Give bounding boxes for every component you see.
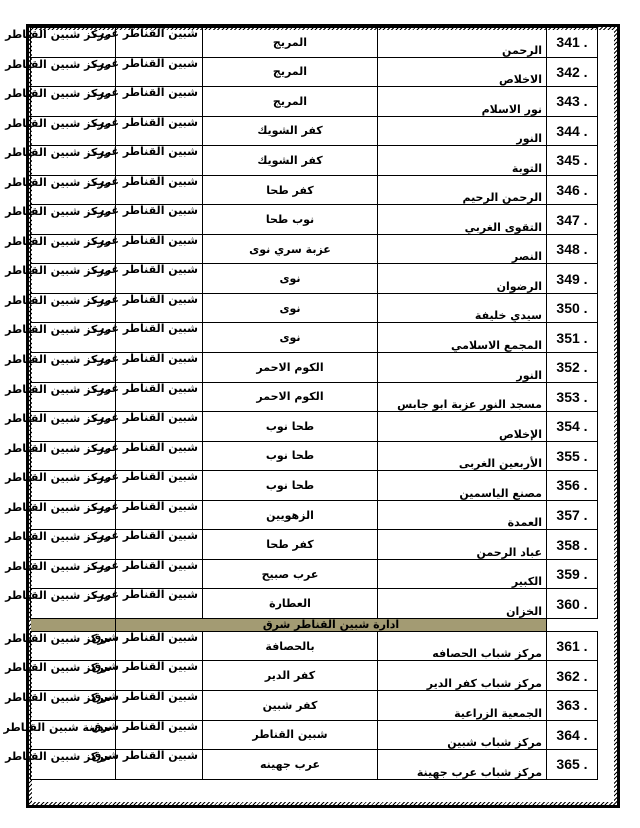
- village-name: بالحصافة: [203, 631, 378, 661]
- table-row: [31, 412, 598, 442]
- section-header-row: [31, 618, 598, 631]
- mosque-name: المجمع الاسلامي: [378, 323, 547, 353]
- table-row: [31, 323, 598, 353]
- admin-unit: شبين القناطر غرب: [116, 382, 203, 412]
- table-row: [31, 293, 598, 323]
- district-center: مركز شبين القناطر: [31, 471, 116, 501]
- mosque-name: مركز شباب كفر الدير: [378, 661, 547, 691]
- row-number: 350 .: [547, 293, 598, 323]
- table-row: [31, 353, 598, 383]
- admin-unit: شبين القناطر غرب: [116, 353, 203, 383]
- mosque-name: النور: [378, 353, 547, 383]
- district-center: مركز شبين القناطر: [31, 589, 116, 619]
- row-number: 364 .: [547, 720, 598, 750]
- village-name: كفر طحا: [203, 175, 378, 205]
- table-row: [31, 500, 598, 530]
- table-row: [31, 28, 598, 58]
- village-name: الكوم الاحمر: [203, 382, 378, 412]
- village-name: كفر شبين: [203, 691, 378, 721]
- district-center: مركز شبين القناطر: [31, 175, 116, 205]
- district-center: مركز شبين القناطر: [31, 205, 116, 235]
- mosque-name: الرحمن: [378, 28, 547, 58]
- table-row: [31, 530, 598, 560]
- section-spacer: [547, 618, 598, 631]
- mosque-name: النور: [378, 116, 547, 146]
- table-row: [31, 57, 598, 87]
- district-center: مركز شبين القناطر: [31, 500, 116, 530]
- mosque-name: الجمعية الزراعية: [378, 691, 547, 721]
- district-center: مركز شبين القناطر: [31, 116, 116, 146]
- admin-unit: شبين القناطر غرب: [116, 293, 203, 323]
- district-center: مركز شبين القناطر: [31, 559, 116, 589]
- district-center: مركز شبين القناطر: [31, 323, 116, 353]
- admin-unit: شبين القناطر غرب: [116, 589, 203, 619]
- district-center: مركز شبين القناطر: [31, 28, 116, 58]
- table-row: [31, 382, 598, 412]
- row-number: 349 .: [547, 264, 598, 294]
- mosque-name: مركز شباب شبين: [378, 720, 547, 750]
- admin-unit: شبين القناطر غرب: [116, 323, 203, 353]
- row-number: 355 .: [547, 441, 598, 471]
- admin-unit: شبين القناطر غرب: [116, 500, 203, 530]
- table-row: [31, 691, 598, 721]
- mosque-name: الخزان: [378, 589, 547, 619]
- table-row: [31, 661, 598, 691]
- admin-unit: شبين القناطر غرب: [116, 28, 203, 58]
- district-center: مركز شبين القناطر: [31, 661, 116, 691]
- village-name: نوب طحا: [203, 205, 378, 235]
- admin-unit: شبين القناطر شرق: [116, 691, 203, 721]
- table-row: [31, 631, 598, 661]
- section-title: ادارة شبين القناطر شرق: [116, 618, 547, 631]
- admin-unit: شبين القناطر غرب: [116, 412, 203, 442]
- admin-unit: شبين القناطر غرب: [116, 441, 203, 471]
- row-number: 360 .: [547, 589, 598, 619]
- row-number: 342 .: [547, 57, 598, 87]
- table-row: [31, 750, 598, 780]
- village-name: نوى: [203, 264, 378, 294]
- mosque-name: مصنع الياسمين: [378, 471, 547, 501]
- district-center: مركز شبين القناطر: [31, 530, 116, 560]
- row-number: 358 .: [547, 530, 598, 560]
- table-row: [31, 116, 598, 146]
- row-number: 356 .: [547, 471, 598, 501]
- admin-unit: شبين القناطر غرب: [116, 530, 203, 560]
- district-center: مركز شبين القناطر: [31, 691, 116, 721]
- village-name: نوى: [203, 293, 378, 323]
- village-name: عرب صبيح: [203, 559, 378, 589]
- district-center: مركز شبين القناطر: [31, 412, 116, 442]
- table-row: [31, 441, 598, 471]
- mosque-name: نور الاسلام: [378, 87, 547, 117]
- village-name: طحا نوب: [203, 412, 378, 442]
- table-row: [31, 264, 598, 294]
- district-center: مركز شبين القناطر: [31, 441, 116, 471]
- village-name: كفر الشويك: [203, 146, 378, 176]
- district-center: مركز شبين القناطر: [31, 353, 116, 383]
- village-name: المريج: [203, 28, 378, 58]
- village-name: شبين القناطر: [203, 720, 378, 750]
- table-row: [31, 175, 598, 205]
- table-row: [31, 471, 598, 501]
- mosque-name: التوبة: [378, 146, 547, 176]
- table-row: [31, 234, 598, 264]
- section-spacer: [31, 618, 116, 631]
- mosque-name: الكبير: [378, 559, 547, 589]
- district-center: مركز شبين القناطر: [31, 631, 116, 661]
- village-name: المريج: [203, 57, 378, 87]
- row-number: 354 .: [547, 412, 598, 442]
- mosque-name: العمدة: [378, 500, 547, 530]
- table-row: [31, 146, 598, 176]
- mosque-name: الاخلاص: [378, 57, 547, 87]
- admin-unit: شبين القناطر غرب: [116, 205, 203, 235]
- admin-unit: شبين القناطر غرب: [116, 57, 203, 87]
- village-name: الكوم الاحمر: [203, 353, 378, 383]
- row-number: 353 .: [547, 382, 598, 412]
- village-name: كفر الشويك: [203, 116, 378, 146]
- admin-unit: شبين القناطر شرق: [116, 720, 203, 750]
- mosque-name: التقوى الغربي: [378, 205, 547, 235]
- row-number: 344 .: [547, 116, 598, 146]
- mosque-name: الرضوان: [378, 264, 547, 294]
- mosque-name: مسجد النور عزبة ابو جابس: [378, 382, 547, 412]
- records-table: [3, 27, 598, 780]
- table-row: [31, 589, 598, 619]
- row-number: 348 .: [547, 234, 598, 264]
- admin-unit: شبين القناطر غرب: [116, 87, 203, 117]
- village-name: طحا نوب: [203, 441, 378, 471]
- row-number: 351 .: [547, 323, 598, 353]
- district-center: مركز شبين القناطر: [31, 382, 116, 412]
- row-number: 362 .: [547, 661, 598, 691]
- village-name: الزهويين: [203, 500, 378, 530]
- admin-unit: شبين القناطر غرب: [116, 264, 203, 294]
- row-number: 357 .: [547, 500, 598, 530]
- admin-unit: شبين القناطر غرب: [116, 146, 203, 176]
- village-name: عزبة سري نوى: [203, 234, 378, 264]
- village-name: كفر الدير: [203, 661, 378, 691]
- admin-unit: شبين القناطر شرق: [116, 661, 203, 691]
- mosque-name: النصر: [378, 234, 547, 264]
- table-row: [31, 720, 598, 750]
- mosque-name: الإخلاص: [378, 412, 547, 442]
- mosque-name: عباد الرحمن: [378, 530, 547, 560]
- row-number: 352 .: [547, 353, 598, 383]
- village-name: العطارة: [203, 589, 378, 619]
- mosque-name: مركز شباب عرب جهينة: [378, 750, 547, 780]
- village-name: عرب جهينه: [203, 750, 378, 780]
- admin-unit: شبين القناطر غرب: [116, 175, 203, 205]
- row-number: 345 .: [547, 146, 598, 176]
- row-number: 361 .: [547, 631, 598, 661]
- mosque-name: مركز شباب الحصافه: [378, 631, 547, 661]
- admin-unit: شبين القناطر غرب: [116, 559, 203, 589]
- row-number: 347 .: [547, 205, 598, 235]
- village-name: المريج: [203, 87, 378, 117]
- mosque-name: الرحمن الرحيم: [378, 175, 547, 205]
- district-center: مركز شبين القناطر: [31, 87, 116, 117]
- village-name: كفر طحا: [203, 530, 378, 560]
- district-center: مركز شبين القناطر: [31, 234, 116, 264]
- district-center: مدينة شبين القناطر: [31, 720, 116, 750]
- district-center: مركز شبين القناطر: [31, 146, 116, 176]
- row-number: 346 .: [547, 175, 598, 205]
- table-row: [31, 559, 598, 589]
- mosque-name: سيدي خليفة: [378, 293, 547, 323]
- row-number: 341 .: [547, 28, 598, 58]
- records-table-body: [3, 27, 598, 780]
- village-name: طحا نوب: [203, 471, 378, 501]
- district-center: مركز شبين القناطر: [31, 264, 116, 294]
- district-center: مركز شبين القناطر: [31, 750, 116, 780]
- admin-unit: شبين القناطر غرب: [116, 471, 203, 501]
- row-number: 359 .: [547, 559, 598, 589]
- admin-unit: شبين القناطر شرق: [116, 750, 203, 780]
- admin-unit: شبين القناطر غرب: [116, 234, 203, 264]
- district-center: مركز شبين القناطر: [31, 57, 116, 87]
- admin-unit: شبين القناطر غرب: [116, 116, 203, 146]
- table-row: [31, 205, 598, 235]
- row-number: 365 .: [547, 750, 598, 780]
- mosque-name: الأربعين الغربى: [378, 441, 547, 471]
- row-number: 363 .: [547, 691, 598, 721]
- table-row: [31, 87, 598, 117]
- row-number: 343 .: [547, 87, 598, 117]
- village-name: نوى: [203, 323, 378, 353]
- admin-unit: شبين القناطر شرق: [116, 631, 203, 661]
- district-center: مركز شبين القناطر: [31, 293, 116, 323]
